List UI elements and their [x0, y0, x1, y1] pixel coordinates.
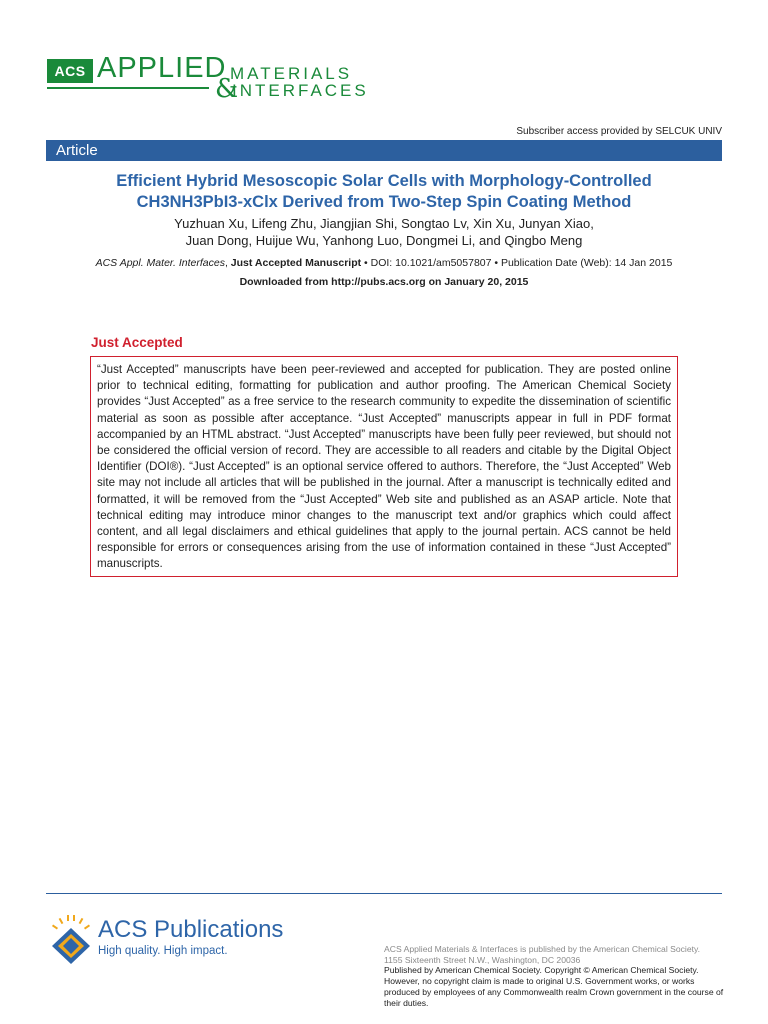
publisher-footer [384, 944, 724, 1008]
journal-name-interfaces: INTERFACES [232, 81, 369, 100]
publisher-name: ACS Publications [98, 916, 284, 943]
citation-journal: ACS Appl. Mater. Interfaces [95, 257, 225, 269]
subscriber-access-note: Subscriber access provided by SELCUK UNIV [516, 126, 722, 137]
just-accepted-heading: Just Accepted [91, 335, 183, 350]
footer-line-1: ACS Applied Materials & Interfaces is published by the American Chemical Society. [384, 944, 701, 954]
acs-badge: ACS [47, 59, 93, 83]
journal-name-materials: MATERIALS [230, 64, 353, 83]
footer-line-3: Published by American Chemical Society. Copyright © American Chemical Society. [384, 965, 699, 976]
acs-publications-logo [46, 914, 296, 964]
article-title [46, 171, 722, 213]
authors-line-1: Yuzhuan Xu, Lifeng Zhu, Jiangjian Shi, Songtao Lv, Xin Xu, Junyan Xiao, [174, 216, 594, 231]
journal-name-applied: APPLIED [97, 52, 227, 84]
journal-name-ampersand: & [215, 74, 239, 104]
download-note: Downloaded from http://pubs.acs.org on January 20, 2015 [239, 276, 529, 288]
acs-hexagon-icon [46, 914, 96, 966]
citation-doi-date: • DOI: 10.1021/am5057807 • Publication Date (Web): 14 Jan 2015 [361, 257, 673, 269]
footer-line-2: 1155 Sixteenth Street N.W., Washington, DC 20036 [384, 954, 581, 965]
authors-line-2: Juan Dong, Huijue Wu, Yanhong Luo, Dongmei Li, and Qingbo Meng [185, 233, 583, 248]
just-accepted-notice: “Just Accepted” manuscripts have been peer-reviewed and accepted for publication. They are posted online prior to technical editing, formatting for publication and author proofing. The American Chemical Society provides “Just Accepted” as a free service to the research community to expedite the dissemination of scientific material as soon as possible after acceptance. “Just Accepted” manuscripts appear in full in PDF format accompanied by an HTML abstract. “Just Accepted” manuscripts have been fully peer reviewed, but should not be considered the official version of record. They are accessible to all readers and citable by the Digital Object Identifier (DOI®). “Just Accepted” is an optional service offered to authors. Therefore, the “Just Accepted” Web site may not include all articles that will be published in the journal. After a manuscript is technically edited and formatted, it will be removed from the “Just Accepted” Web site and published as an ASAP article. Note that technical editing may introduce minor changes to the manuscript text and/or graphics which could affect content, and all legal disclaimers and ethical guidelines that apply to the journal pertain. ACS cannot be held responsible for errors or consequences arising from the use of information contained in these “Just Accepted” manuscripts. [90, 356, 678, 577]
footer-divider [46, 893, 722, 894]
title-line-2: CH3NH3PbI3-xClx Derived from Two-Step Spin Coating Method [136, 193, 632, 211]
publisher-tagline: High quality. High impact. [98, 945, 228, 957]
title-line-1: Efficient Hybrid Mesoscopic Solar Cells with Morphology-Controlled [116, 172, 652, 190]
citation-line [46, 257, 722, 269]
footer-line-4: However, no copyright claim is made to original U.S. Government works, or works produced by employees of any Commonwealth realm Crown government in the course of their duties. [384, 976, 724, 1008]
article-type-bar: Article [46, 140, 722, 161]
logo-underline [47, 87, 209, 89]
author-list [46, 215, 722, 249]
citation-status: Just Accepted Manuscript [230, 257, 362, 269]
citation-separator: , [224, 257, 231, 269]
